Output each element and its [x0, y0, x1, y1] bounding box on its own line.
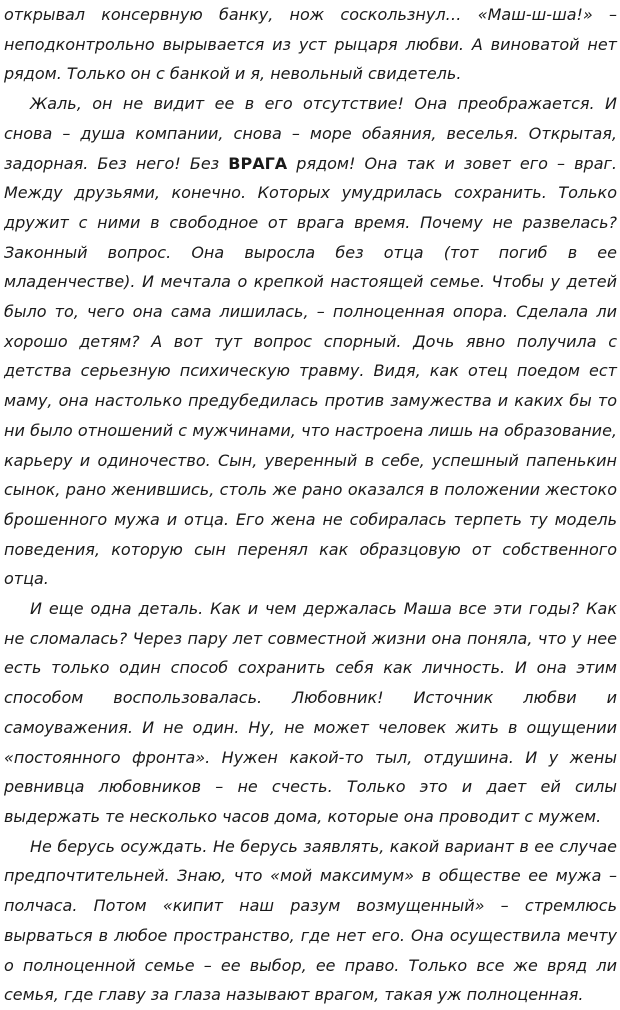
paragraph-2 — [4, 89, 617, 594]
paragraph-4: Не берусь осуждать. Не берусь заявлять, какой вариант в ее случае предпочтительней. Знаю, что «мой максимум» в обществе ее мужа – полчаса. Потом «кипит наш разум возмущенный» – стремлюсь вырваться в любое пространство, где нет его. Она осуществила мечту о полноценной семье – ее выбор, ее право. Только все же вряд ли семья, где главу за глаза называют врагом, такая уж полноценная. — [4, 836, 617, 1005]
emphasis-enemy-word: ВРАГА — [228, 153, 288, 173]
document-page — [4, 0, 617, 1010]
paragraph-1: открывал консервную банку, нож соскользнул… «Маш-ш-ша!» – неподконтрольно вырывается из уст рыцаря любви. А виноватой нет рядом. Только он с банкой и я, невольный свидетель. — [4, 5, 617, 84]
paragraph-2-text-before: Жаль, он не видит ее в его отсутствие! Она преображается. И снова – душа компании, снова – море обаяния, веселья. Открытая, задорная. Без него! Без — [4, 94, 617, 173]
paragraph-3: И еще одна деталь. Как и чем держалась Маша все эти годы? Как не сломалась? Через пару лет совместной жизни она поняла, что у нее есть только один способ сохранить себя как личность. И она этим способом воспользовалась. Любовник! Источник любви и самоуважения. И не один. Ну, не может человек жить в ощущении «постоянного фронта». Нужен какой-то тыл, отдушина. И у жены ревнивца любовников – не счесть. Только это и дает ей силы выдержать те несколько часов дома, которые она проводит с мужем. — [4, 599, 617, 826]
paragraph-2-text-after: рядом! Она так и зовет его – враг. Между друзьями, конечно. Которых умудрилась сохранить. Только дружит с ними в свободное от врага время. Почему не развелась? Законный вопрос. Она выросла без отца (тот погиб в ее младенчестве). И мечтала о крепкой настоящей семье. Чтобы у детей было то, чего она сама лишилась, – полноценная опора. Сделала ли хорошо детям? А вот тут вопрос спорный. Дочь явно получила с детства серьезную психическую травму. Видя, как отец поедом ест маму, она настолько предубедилась против замужества и каких бы то ни было отношений с мужчинами, что настроена лишь на образование, карьеру и одиночество. Сын, уверенный в себе, успешный папенькин сынок, рано женившись, столь же рано оказался в положении жестоко брошенного мужа и отца. Его жена не собиралась терпеть ту модель поведения, которую сын перенял как образцовую от собственного отца. — [4, 153, 617, 589]
